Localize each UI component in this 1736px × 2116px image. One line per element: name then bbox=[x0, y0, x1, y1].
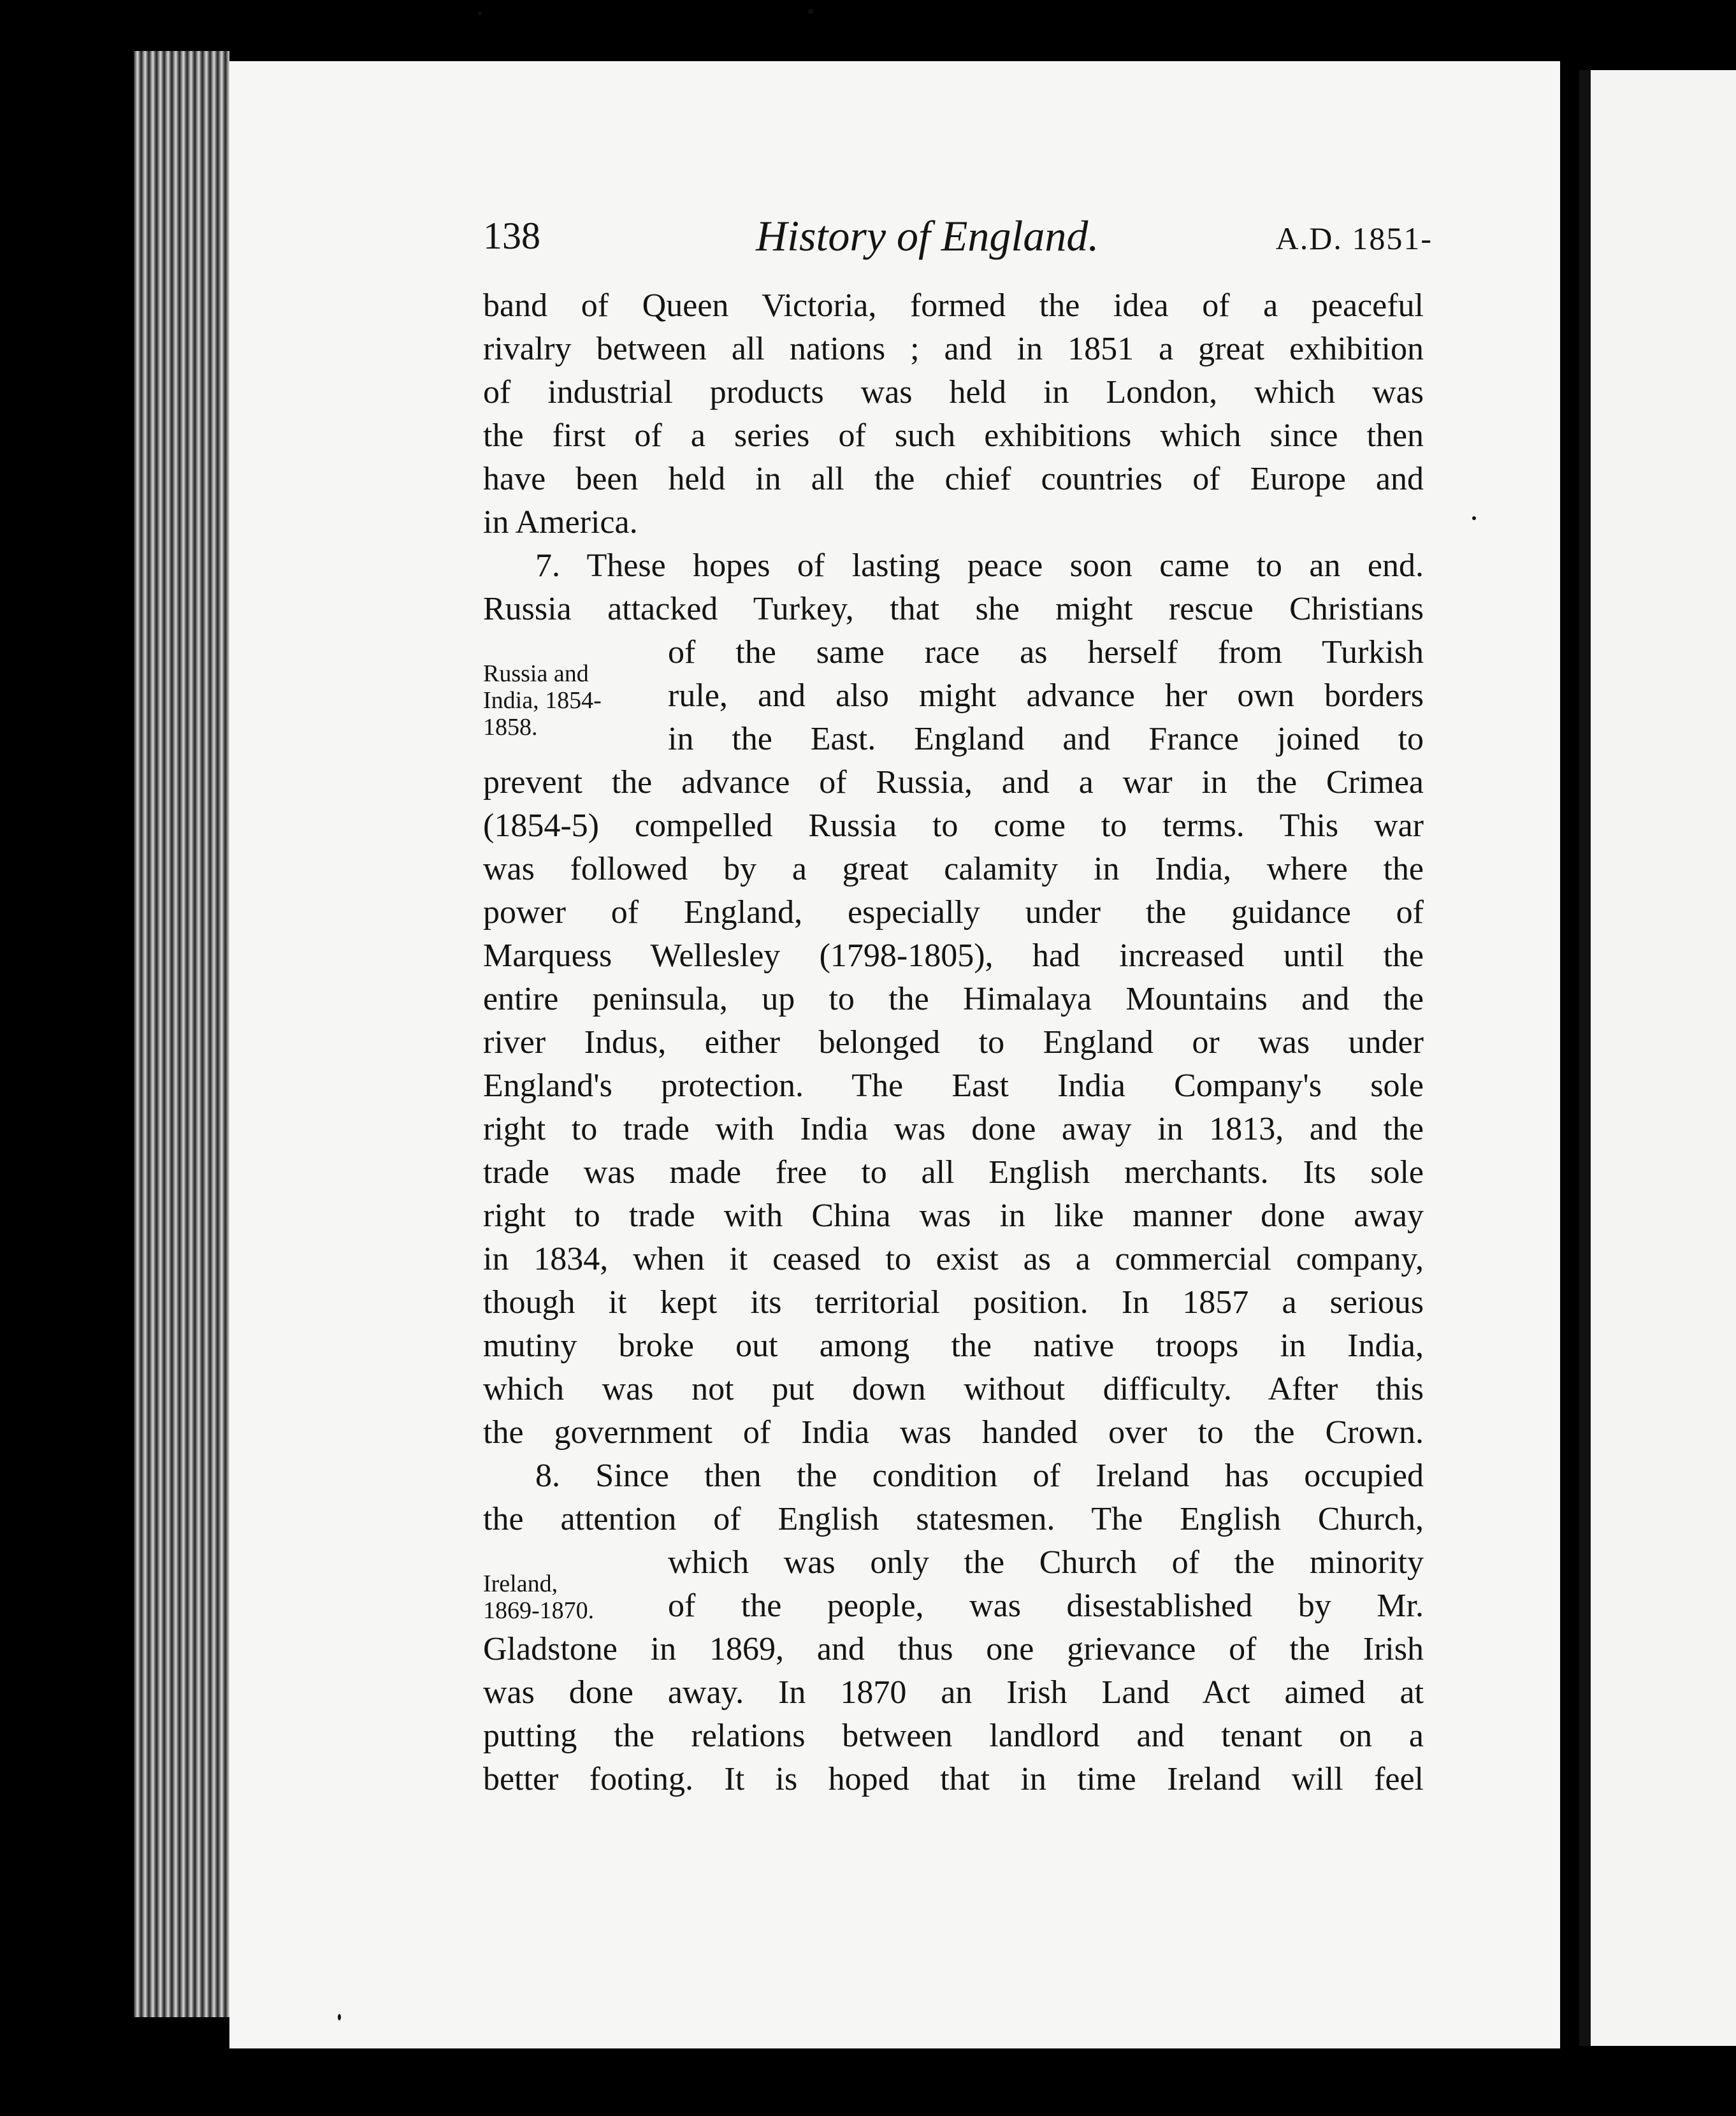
text-line: river Indus, either belonged to England or was under bbox=[483, 1024, 1424, 1061]
sidenote-line: Ireland, bbox=[483, 1570, 558, 1597]
text-line: rule, and also might advance her own borders bbox=[668, 678, 1424, 714]
text-line: which was not put down without difficulty. After this bbox=[483, 1371, 1424, 1407]
body-text bbox=[483, 284, 1424, 1801]
text-line: the attention of English statesmen. The English Church, bbox=[483, 1501, 1424, 1537]
text-line: the government of India was handed over to the Crown. bbox=[483, 1414, 1424, 1451]
text-line: of the people, was disestablished by Mr. bbox=[668, 1588, 1424, 1624]
text-line: better footing. It is hoped that in time Ireland will feel bbox=[483, 1761, 1424, 1797]
text-line: entire peninsula, up to the Himalaya Mountains and the bbox=[483, 981, 1424, 1017]
text-line: band of Queen Victoria, formed the idea of a peaceful bbox=[483, 287, 1424, 324]
sidenote-line: 1858. bbox=[483, 714, 538, 741]
sidenote-line: India, 1854- bbox=[483, 687, 602, 714]
text-line: in 1834, when it ceased to exist as a commercial company, bbox=[483, 1241, 1424, 1277]
text-line: Marquess Wellesley (1798-1805), had increased until the bbox=[483, 938, 1424, 974]
scan-speck bbox=[808, 9, 813, 14]
text-line: was done away. In 1870 an Irish Land Act aimed at bbox=[483, 1674, 1424, 1711]
scan-speck bbox=[1472, 516, 1476, 520]
text-line: England's protection. The East India Company's sole bbox=[483, 1068, 1424, 1104]
text-line: of industrial products was held in London, which was bbox=[483, 374, 1424, 410]
text-line: which was only the Church of the minority bbox=[668, 1544, 1424, 1581]
sidenote-line: 1869-1870. bbox=[483, 1597, 595, 1624]
sidenote-russia-india bbox=[483, 660, 602, 741]
paragraph-start: 7. These hopes of lasting peace soon came to an end. bbox=[535, 547, 1424, 584]
facing-page-gutter bbox=[1579, 70, 1591, 2046]
sidenote-ireland bbox=[483, 1570, 594, 1624]
book-page-edges bbox=[134, 51, 229, 2017]
text-line: in America. bbox=[483, 504, 638, 540]
facing-page bbox=[1579, 70, 1736, 2046]
text-line: though it kept its territorial position. In 1857 a serious bbox=[483, 1284, 1424, 1321]
text-line: in the East. England and France joined to bbox=[668, 721, 1424, 757]
text-line: putting the relations between landlord and tenant on a bbox=[483, 1718, 1424, 1754]
scan-speck bbox=[478, 11, 482, 15]
running-title: History of England. bbox=[756, 212, 1099, 260]
running-date: A.D. 1851- bbox=[1275, 221, 1433, 256]
text-line: Russia attacked Turkey, that she might rescue Christians bbox=[483, 591, 1424, 627]
text-line: rivalry between all nations ; and in 1851 a great exhibition bbox=[483, 331, 1424, 367]
text-line: have been held in all the chief countries of Europe and bbox=[483, 461, 1424, 497]
page-header bbox=[483, 210, 1433, 261]
paragraph-start: 8. Since then the condition of Ireland has occupied bbox=[535, 1458, 1424, 1494]
text-line: mutiny broke out among the native troops in India, bbox=[483, 1328, 1424, 1364]
page-number: 138 bbox=[483, 215, 540, 257]
text-line: prevent the advance of Russia, and a war in the Crimea bbox=[483, 764, 1424, 801]
text-line: Gladstone in 1869, and thus one grievance of the Irish bbox=[483, 1631, 1424, 1667]
text-line: right to trade with India was done away in 1813, and the bbox=[483, 1111, 1424, 1147]
text-line: power of England, especially under the guidance of bbox=[483, 894, 1424, 931]
text-line: of the same race as herself from Turkish bbox=[668, 634, 1424, 670]
text-line: right to trade with China was in like manner done away bbox=[483, 1198, 1424, 1234]
text-line: (1854-5) compelled Russia to come to terms. This war bbox=[483, 808, 1424, 844]
sidenote-line: Russia and bbox=[483, 660, 589, 687]
text-line: the first of a series of such exhibitions which since then bbox=[483, 417, 1424, 454]
scan-speck bbox=[338, 2014, 341, 2020]
text-line: was followed by a great calamity in India, where the bbox=[483, 851, 1424, 887]
text-line: trade was made free to all English merchants. Its sole bbox=[483, 1154, 1424, 1191]
